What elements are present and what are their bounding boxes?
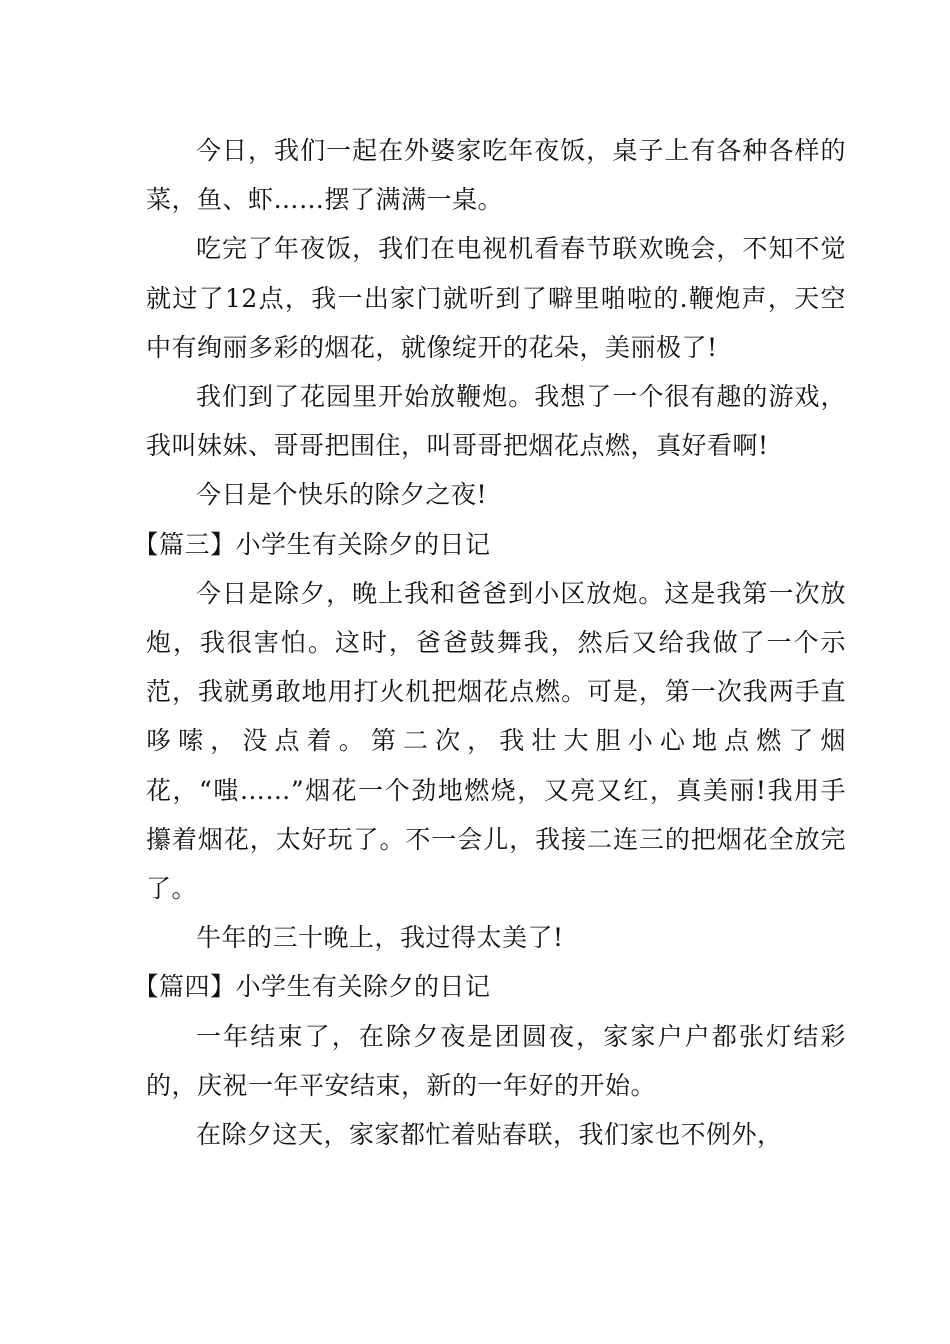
paragraph-spring-festival-gala: 吃完了年夜饭，我们在电视机看春节联欢晚会，不知不觉就过了12点，我一出家门就听到了噼里啪啦的.鞭炮声，天空中有绚丽多彩的烟花，就像绽开的花朵，美丽极了!	[146, 234, 846, 362]
section-heading-part-four: 【篇四】小学生有关除夕的日记	[133, 972, 491, 1002]
paragraph-happy-eve: 今日是个快乐的除夕之夜!	[196, 480, 488, 510]
paragraph-firecrackers-game: 我们到了花园里开始放鞭炮。我想了一个很有趣的游戏，我叫妹妹、哥哥把围住，叫哥哥把烟花点燃，真好看啊!	[146, 382, 846, 461]
paragraph-new-year-dinner: 今日，我们一起在外婆家吃年夜饭，桌子上有各种各样的菜，鱼、虾……摆了满满一桌。	[146, 136, 846, 215]
paragraph-first-fireworks: 今日是除夕，晚上我和爸爸到小区放炮。这是我第一次放炮，我很害怕。这时，爸爸鼓舞我，然后又给我做了一个示范，我就勇敢地用打火机把烟花点燃。可是，第一次我两手直哆嗦，没点着。第二次，我壮大胆小心地点燃了烟花，“嗤……”烟花一个劲地燃烧，又亮又红，真美丽!我用手攥着烟花，太好玩了。不一会儿，我接二连三的把烟花全放完了。	[146, 578, 846, 904]
paragraph-ox-year-night: 牛年的三十晚上，我过得太美了!	[196, 923, 564, 953]
paragraph-reunion-night: 一年结束了，在除夕夜是团圆夜，家家户户都张灯结彩的，庆祝一年平安结束，新的一年好的开始。	[146, 1021, 846, 1100]
document-body	[133, 126, 846, 1159]
paragraph-spring-couplets: 在除夕这天，家家都忙着贴春联，我们家也不例外，	[196, 1120, 783, 1150]
section-heading-part-three: 【篇三】小学生有关除夕的日记	[133, 529, 491, 559]
